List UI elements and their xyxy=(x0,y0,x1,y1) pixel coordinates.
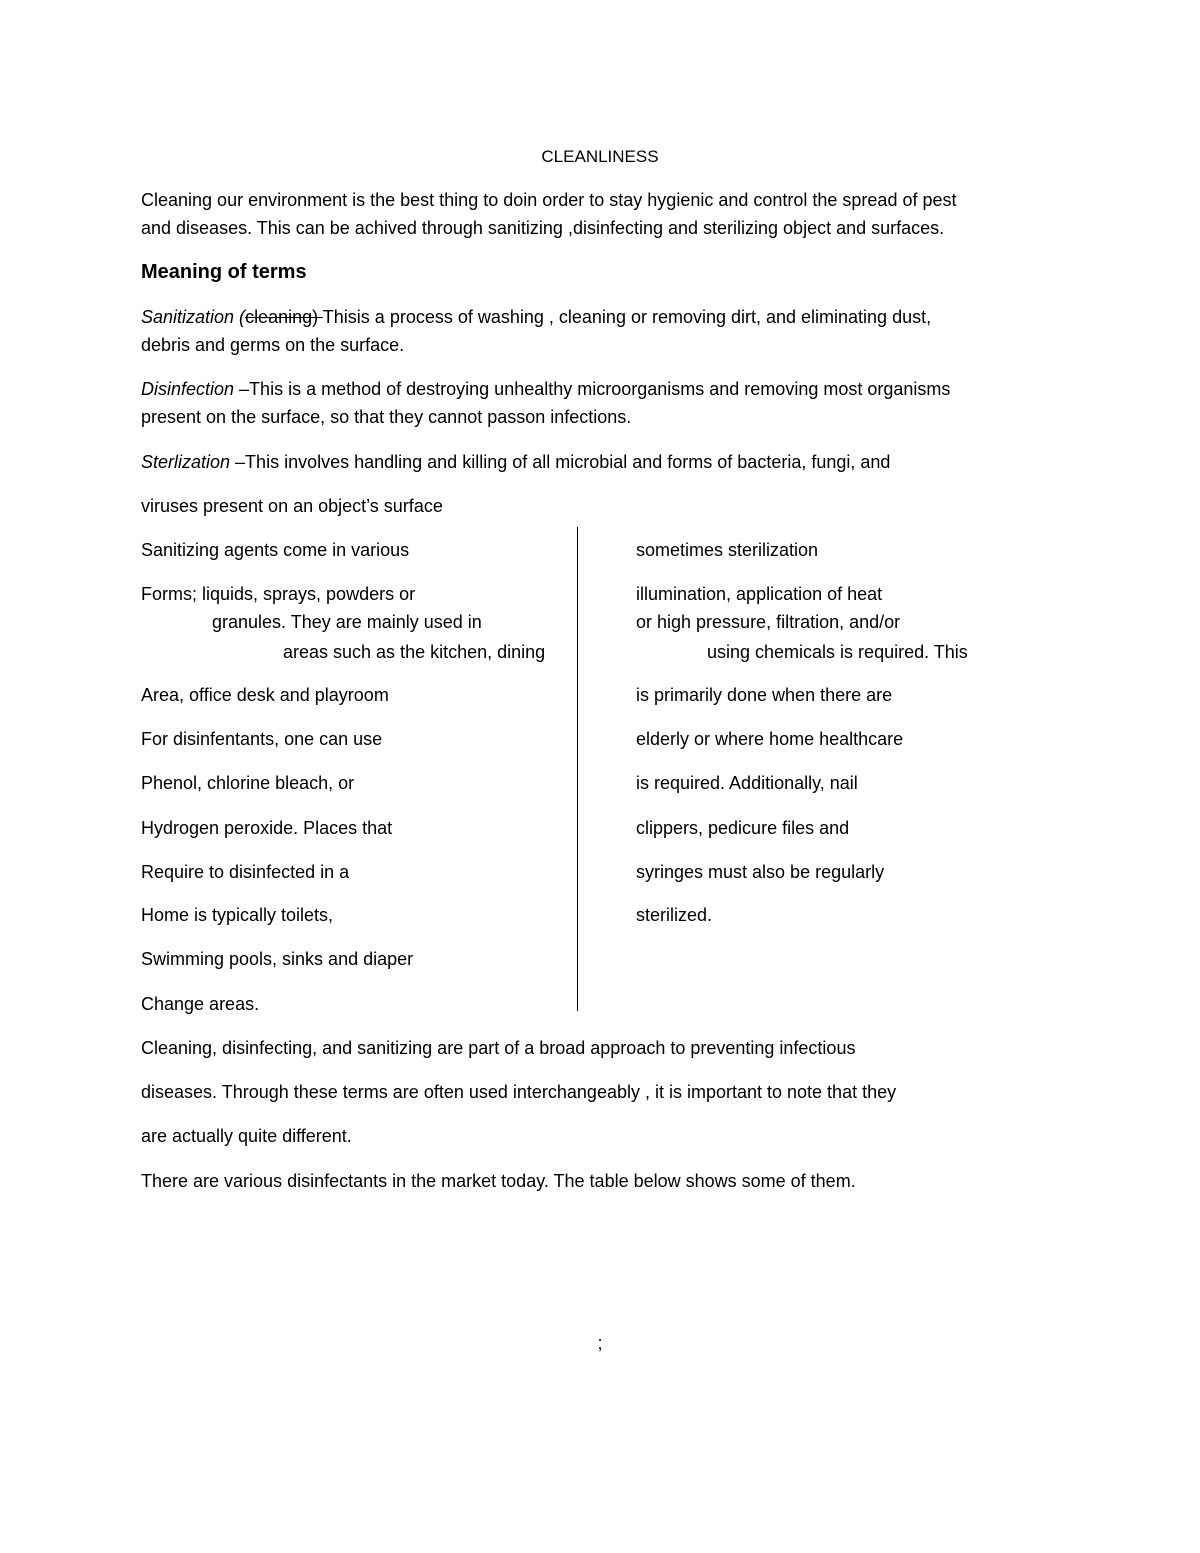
closing-line-3: are actually quite different. xyxy=(141,1126,352,1146)
left-column-line: Forms; liquids, sprays, powders or xyxy=(141,584,416,604)
disinfection-term: Disinfection xyxy=(141,379,235,399)
intro-line-2: and diseases. This can be achived through sanitizing ,disinfecting and sterilizing object and surfaces. xyxy=(141,218,945,238)
closing-line-2: diseases. Through these terms are often used interchangeably , it is important to note that they xyxy=(141,1082,897,1102)
sanitization-term: Sanitization ( xyxy=(141,307,246,327)
left-column-line: granules. They are mainly used in xyxy=(212,612,482,632)
intro-line-1: Cleaning our environment is the best thing to doin order to stay hygienic and control the spread of pest xyxy=(141,190,957,210)
left-column-line: Require to disinfected in a xyxy=(141,862,350,882)
left-column-line: For disinfentants, one can use xyxy=(141,729,383,749)
left-column-line: Home is typically toilets, xyxy=(141,905,334,925)
sanitization-definition: Thisis a process of washing , cleaning or removing dirt, and eliminating dust, xyxy=(322,307,932,327)
left-column-line: Hydrogen peroxide. Places that xyxy=(141,818,393,838)
left-column-line: Change areas. xyxy=(141,994,260,1014)
left-column-line: Phenol, chlorine bleach, or xyxy=(141,773,355,793)
sterilization-term: Sterlization xyxy=(141,452,231,472)
right-column-line: is required. Additionally, nail xyxy=(636,773,858,793)
disinfection-line-2: present on the surface, so that they cannot passon infections. xyxy=(141,407,632,427)
disinfection-definition: –This is a method of destroying unhealthy microorganisms and removing most organisms xyxy=(234,379,951,399)
closing-line-1: Cleaning, disinfecting, and sanitizing are part of a broad approach to preventing infectious xyxy=(141,1038,856,1058)
closing-line-4: There are various disinfectants in the market today. The table below shows some of them. xyxy=(141,1171,856,1191)
meaning-heading: Meaning of terms xyxy=(141,261,307,283)
right-column-line: elderly or where home healthcare xyxy=(636,729,904,749)
sterilization-line-2: viruses present on an object’s surface xyxy=(141,496,443,516)
right-column-line: sometimes sterilization xyxy=(636,540,819,560)
right-column-line: is primarily done when there are xyxy=(636,685,893,705)
sterilization-definition: –This involves handling and killing of all microbial and forms of bacteria, fungi, and xyxy=(230,452,891,472)
page-title: CLEANLINESS xyxy=(541,147,659,166)
sterilization-line-1 xyxy=(141,451,890,473)
sanitization-line-1 xyxy=(141,306,931,328)
disinfection-line-1 xyxy=(141,378,950,400)
left-column-line: Swimming pools, sinks and diaper xyxy=(141,949,414,969)
right-column-line: illumination, application of heat xyxy=(636,584,883,604)
sanitization-line-2: debris and germs on the surface. xyxy=(141,335,405,355)
footer-semicolon: ; xyxy=(597,1333,603,1353)
sanitization-struck-text: cleaning) xyxy=(245,307,323,327)
right-column-line: or high pressure, filtration, and/or xyxy=(636,612,901,632)
left-column-line: Sanitizing agents come in various xyxy=(141,540,410,560)
right-column-line: syringes must also be regularly xyxy=(636,862,885,882)
right-column-line: sterilized. xyxy=(636,905,713,925)
column-divider xyxy=(577,527,578,1011)
right-column-line: clippers, pedicure files and xyxy=(636,818,850,838)
left-column-line: areas such as the kitchen, dining xyxy=(283,642,546,662)
left-column-line: Area, office desk and playroom xyxy=(141,685,389,705)
right-column-line: using chemicals is required. This xyxy=(707,642,968,662)
